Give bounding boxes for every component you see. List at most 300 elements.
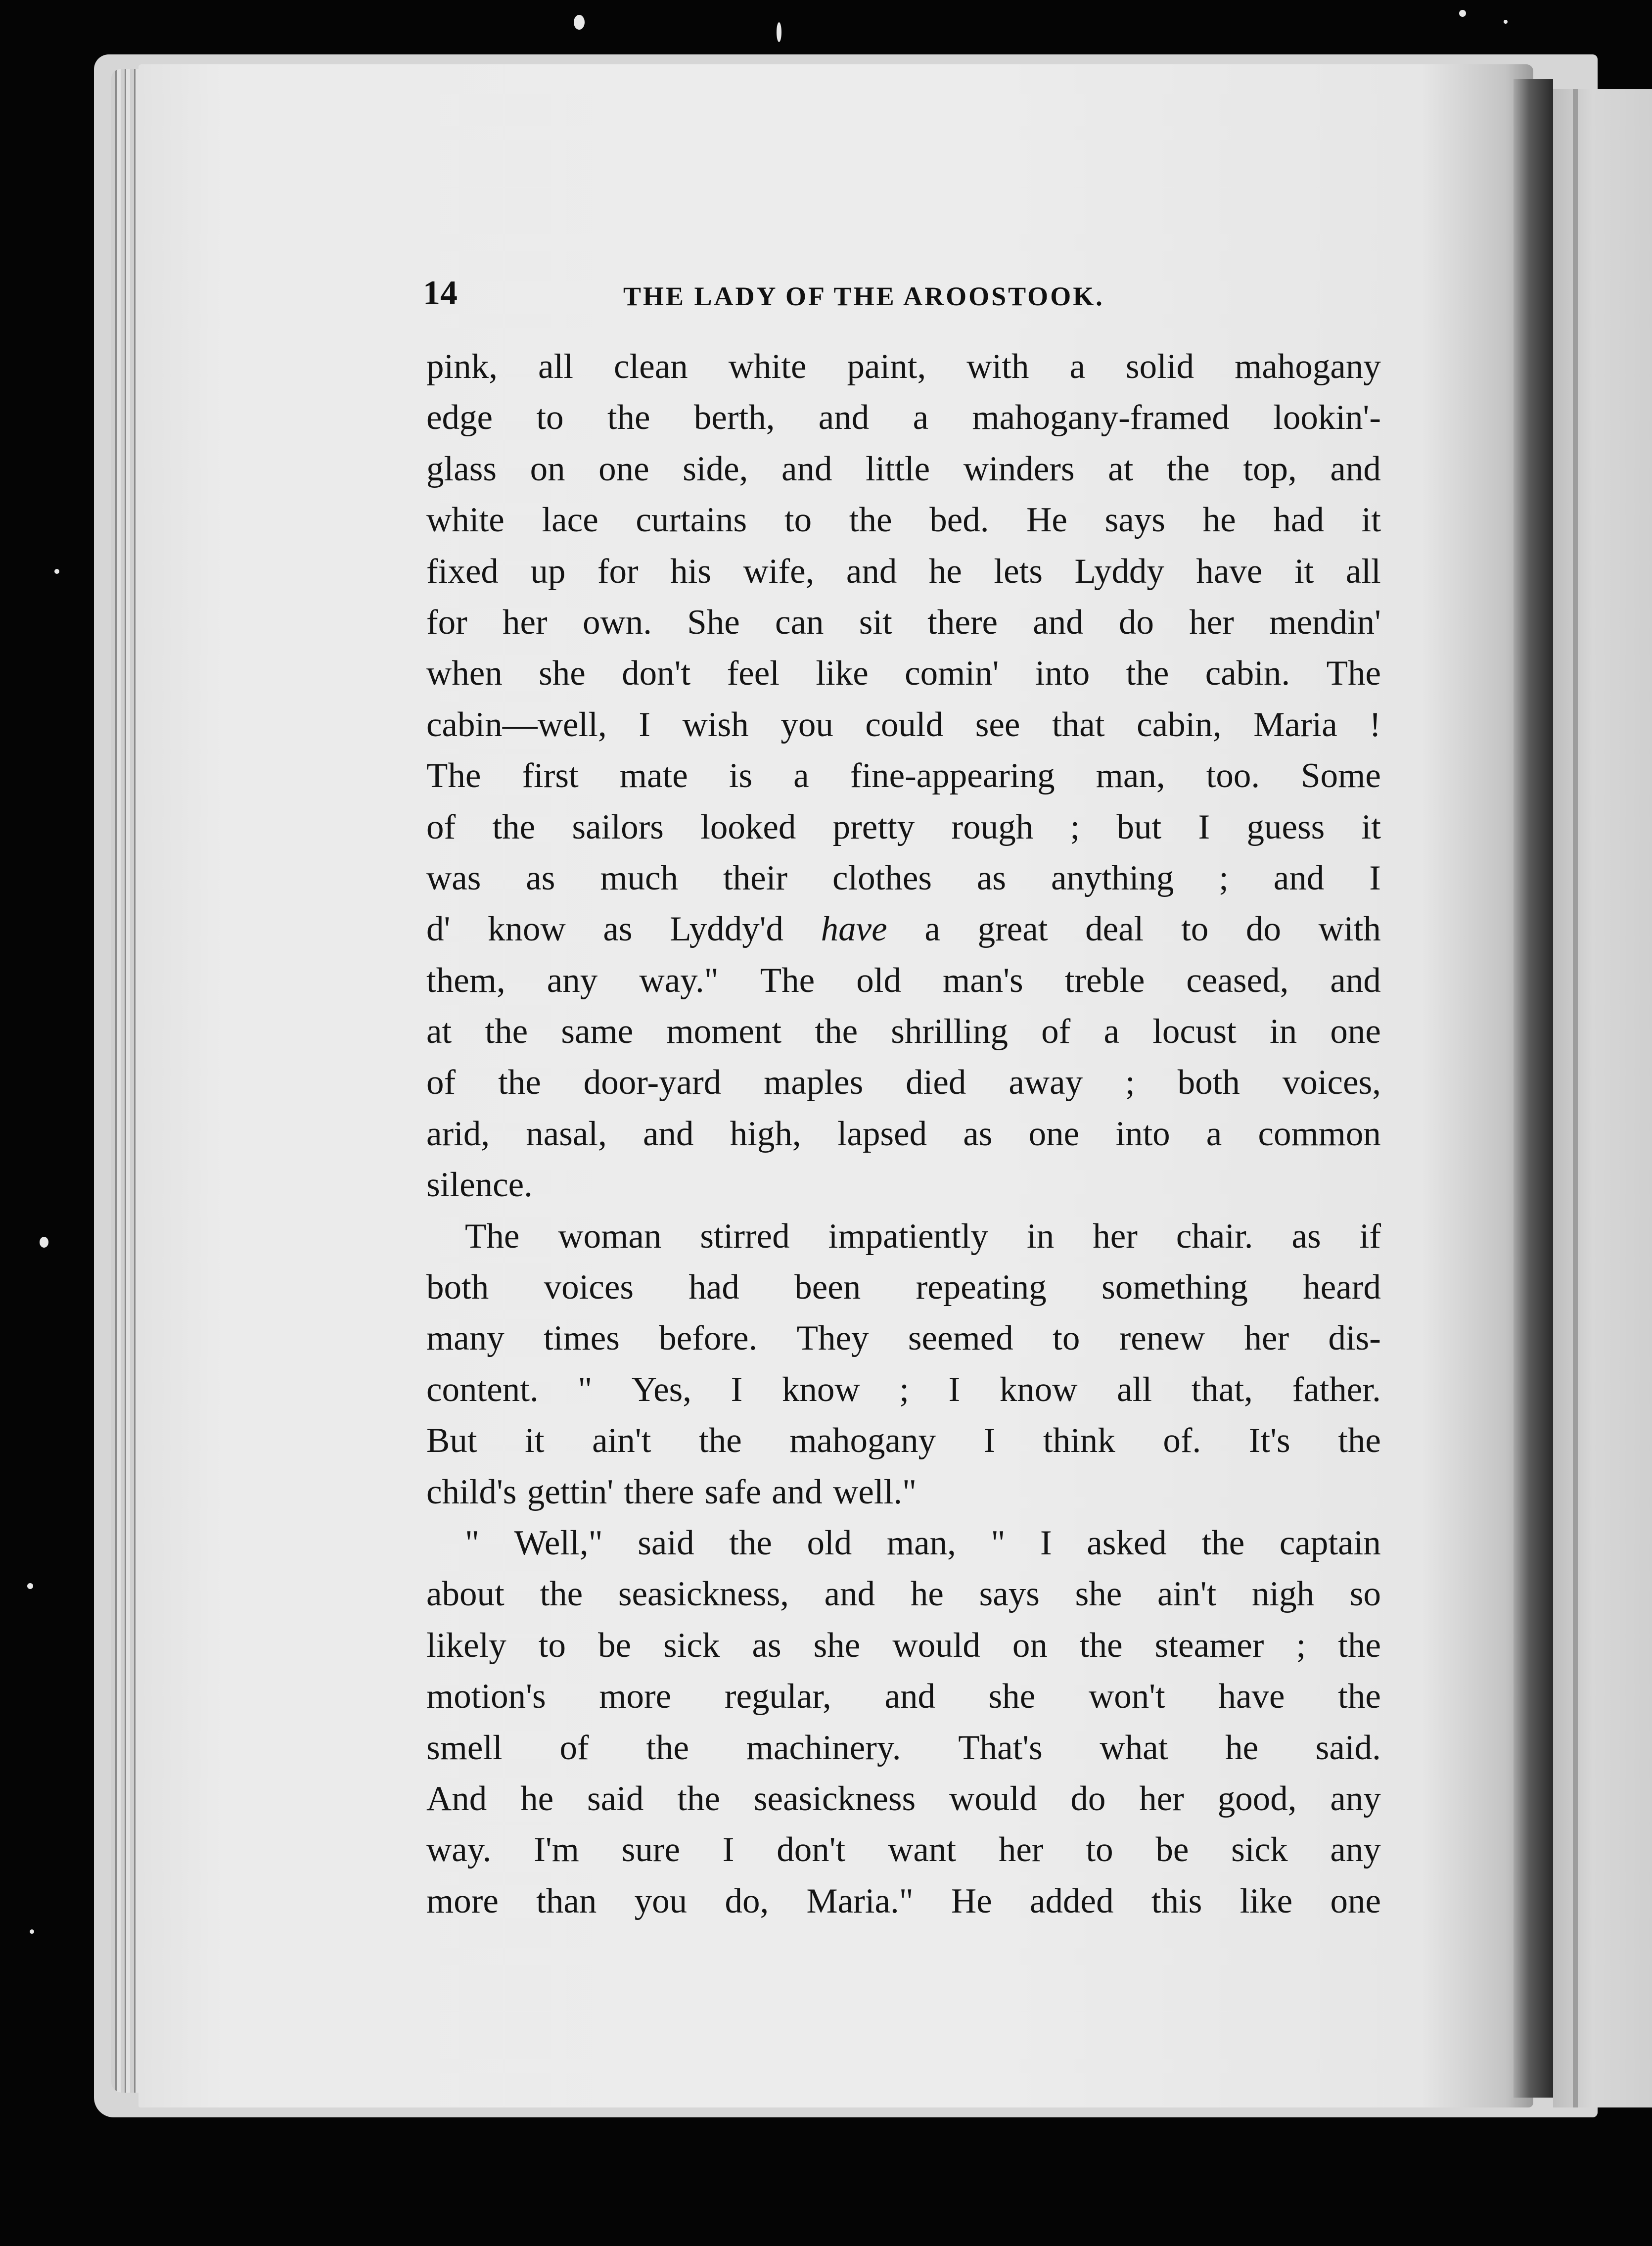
- text-line: [426, 1620, 1381, 1671]
- text-word: to: [536, 398, 564, 437]
- text-word: all: [1117, 1370, 1152, 1409]
- text-word: a: [1069, 347, 1086, 386]
- text-word: voices,: [1282, 1063, 1381, 1102]
- text-word: when: [426, 654, 503, 693]
- dust-speck: [30, 1929, 34, 1934]
- text-word: high,: [730, 1114, 801, 1153]
- page-stack-edge: [111, 69, 141, 2093]
- text-word: edge: [426, 398, 493, 437]
- text-word: winders: [963, 449, 1075, 488]
- text-word: on: [530, 449, 565, 488]
- text-line: [426, 1415, 1381, 1466]
- text-word: stirred: [700, 1217, 790, 1256]
- text-word: He: [1026, 501, 1067, 540]
- text-word: Maria: [1253, 705, 1337, 744]
- text-word: door-yard: [583, 1063, 722, 1102]
- text-word: moment: [666, 1012, 782, 1051]
- text-word: to: [538, 1626, 566, 1665]
- text-word: and: [824, 1575, 875, 1614]
- text-word: see: [975, 705, 1020, 744]
- text-word: her: [503, 603, 548, 642]
- text-line: [426, 955, 1381, 1006]
- text-word: before.: [659, 1319, 758, 1358]
- text-word: ;: [899, 1370, 909, 1409]
- text-word: as: [1291, 1217, 1321, 1256]
- text-word: one: [598, 449, 649, 488]
- dust-speck: [1504, 20, 1508, 24]
- text-word: and: [1033, 603, 1084, 642]
- text-word: own.: [582, 603, 652, 642]
- text-word: likely: [426, 1626, 506, 1665]
- text-line: [426, 1569, 1381, 1620]
- text-word: gettin': [527, 1472, 614, 1511]
- text-word: paint,: [847, 347, 926, 386]
- text-word: think: [1043, 1421, 1115, 1460]
- text-word: The: [426, 756, 481, 795]
- text-word: sure: [621, 1830, 680, 1870]
- text-word: this: [1151, 1881, 1202, 1920]
- text-word: both: [1177, 1063, 1240, 1102]
- text-word: that: [1052, 705, 1105, 744]
- text-word: child's: [426, 1472, 517, 1511]
- text-word: comin': [905, 654, 999, 693]
- text-word: content.: [426, 1370, 539, 1409]
- text-word: she: [539, 654, 586, 693]
- text-word: good,: [1217, 1779, 1297, 1818]
- text-word: the: [1126, 654, 1169, 693]
- text-word: the: [1201, 1523, 1245, 1562]
- text-word: repeating: [916, 1268, 1047, 1307]
- text-line: [426, 1876, 1381, 1927]
- text-word: regular,: [724, 1677, 831, 1716]
- text-line: [426, 802, 1381, 853]
- text-word: common: [1258, 1114, 1381, 1153]
- text-word: the: [699, 1421, 742, 1460]
- text-word: captain: [1279, 1523, 1381, 1562]
- text-word: cabin,: [1137, 705, 1222, 744]
- text-word: know: [487, 910, 566, 949]
- text-word: to: [1053, 1319, 1080, 1358]
- text-word: a: [793, 756, 809, 795]
- text-word: a: [913, 398, 929, 437]
- text-word: smell: [426, 1728, 503, 1767]
- text-word: feel: [727, 654, 780, 693]
- text-word: more: [599, 1677, 672, 1716]
- text-word: the: [1338, 1677, 1381, 1716]
- dust-speck: [777, 22, 781, 42]
- text-word: renew: [1119, 1319, 1205, 1358]
- text-word: it: [1361, 501, 1381, 540]
- text-word: safe: [704, 1472, 761, 1511]
- text-line: [426, 392, 1381, 443]
- text-word: the: [485, 1012, 528, 1051]
- text-word: and: [818, 398, 870, 437]
- text-word: of.: [1163, 1421, 1201, 1460]
- text-line: [426, 853, 1381, 904]
- text-word: would: [892, 1626, 980, 1665]
- text-word: old: [856, 961, 901, 1000]
- text-word: I: [722, 1830, 734, 1870]
- dust-speck: [40, 1237, 48, 1248]
- text-line: [426, 1825, 1381, 1875]
- text-word: top,: [1243, 449, 1297, 488]
- text-word: little: [866, 449, 930, 488]
- text-word: heard: [1303, 1268, 1381, 1307]
- text-word: she: [988, 1677, 1036, 1716]
- text-word: The: [760, 961, 815, 1000]
- text-word: mahogany: [789, 1421, 936, 1460]
- text-word: as: [963, 1114, 993, 1153]
- text-word: said: [587, 1779, 644, 1818]
- text-word: cabin—well,: [426, 705, 607, 744]
- text-word: have: [1196, 552, 1263, 591]
- text-line: [426, 904, 1381, 955]
- text-word: have: [1218, 1677, 1285, 1716]
- text-word: sailors: [572, 807, 664, 846]
- text-word: could: [865, 705, 944, 744]
- text-word: to: [1181, 910, 1209, 949]
- text-line: [426, 700, 1381, 750]
- text-word: lets: [994, 552, 1043, 591]
- text-word: be: [598, 1626, 632, 1665]
- text-word: nigh: [1251, 1575, 1315, 1614]
- text-word: and: [1330, 961, 1381, 1000]
- text-word: won't: [1088, 1677, 1165, 1716]
- text-word: all: [1345, 552, 1381, 591]
- text-word: the: [607, 398, 650, 437]
- text-word: do: [1245, 910, 1281, 949]
- text-word: too.: [1206, 756, 1260, 795]
- text-word: ain't: [592, 1421, 651, 1460]
- text-word: was: [426, 858, 481, 897]
- text-word: deal: [1085, 910, 1144, 949]
- dust-speck: [1459, 10, 1466, 17]
- text-word: The: [1326, 654, 1381, 693]
- text-word: seasickness: [753, 1779, 916, 1818]
- text-word: do: [1119, 603, 1154, 642]
- text-word: The: [465, 1217, 520, 1256]
- text-word: don't: [777, 1830, 846, 1870]
- text-word: lapsed: [837, 1114, 927, 1153]
- text-word: to: [1086, 1830, 1113, 1870]
- text-word: like: [816, 654, 869, 693]
- text-word: he: [520, 1779, 554, 1818]
- text-word: dis-: [1328, 1319, 1381, 1358]
- text-word: cabin.: [1205, 654, 1290, 693]
- text-word: don't: [622, 654, 691, 693]
- text-word: her: [1139, 1779, 1184, 1818]
- text-word: and: [846, 552, 897, 591]
- text-word: ;: [1296, 1626, 1306, 1665]
- text-word: old: [807, 1523, 852, 1562]
- text-word: side,: [683, 449, 748, 488]
- text-word: impatiently: [828, 1217, 989, 1256]
- text-word: the: [498, 1063, 541, 1102]
- text-word: in: [1027, 1217, 1055, 1256]
- text-word: he: [1225, 1728, 1259, 1767]
- text-word: to: [784, 501, 812, 540]
- text-word: know: [781, 1370, 860, 1409]
- dust-speck: [54, 569, 59, 574]
- text-word: one: [1330, 1881, 1381, 1920]
- facing-page-edge: [1553, 89, 1652, 2107]
- text-word: said: [638, 1523, 694, 1562]
- text-word: way.: [426, 1830, 492, 1870]
- text-word: the: [1166, 449, 1210, 488]
- facing-page-rule: [1573, 89, 1578, 2107]
- text-word: the: [540, 1575, 583, 1614]
- text-word: and: [781, 449, 832, 488]
- text-word: more: [426, 1881, 499, 1920]
- dust-speck: [27, 1583, 33, 1589]
- text-word: seasickness,: [618, 1575, 789, 1614]
- text-word: I: [731, 1370, 743, 1409]
- text-word: any: [1330, 1830, 1381, 1870]
- text-word: with: [1318, 910, 1381, 949]
- text-word: them,: [426, 961, 505, 1000]
- text-word: says: [1104, 501, 1165, 540]
- text-word: had: [1273, 501, 1324, 540]
- text-word: it: [1294, 552, 1314, 591]
- text-word: much: [600, 858, 679, 897]
- text-word: she: [813, 1626, 861, 1665]
- text-line: [426, 1262, 1381, 1313]
- text-word: man,: [1096, 756, 1165, 795]
- text-line: [426, 597, 1381, 648]
- text-word: for: [597, 552, 639, 591]
- text-word: locust: [1152, 1012, 1237, 1051]
- text-word: nasal,: [526, 1114, 607, 1153]
- text-line: [426, 1006, 1381, 1057]
- text-word: you: [634, 1881, 688, 1920]
- text-word: Yes,: [631, 1370, 691, 1409]
- text-word: white: [426, 501, 505, 540]
- text-word: well.": [833, 1472, 917, 1511]
- text-word: it: [1361, 807, 1381, 846]
- running-title: THE LADY OF THE AROOSTOOK.: [623, 281, 1104, 311]
- text-word: a: [1103, 1012, 1120, 1051]
- text-word: says: [979, 1575, 1040, 1614]
- text-word: as: [526, 858, 555, 897]
- text-word: looked: [700, 807, 796, 846]
- text-word: I: [1198, 807, 1210, 846]
- text-word: like: [1239, 1881, 1293, 1920]
- text-word: way.": [639, 961, 719, 1000]
- text-word: pink,: [426, 347, 498, 386]
- text-word: I: [983, 1421, 996, 1460]
- body-text: [426, 341, 1381, 1927]
- text-word: there: [927, 603, 998, 642]
- running-head: [423, 271, 1373, 316]
- text-word: seemed: [908, 1319, 1013, 1358]
- text-word: pretty: [832, 807, 915, 846]
- text-word: mendin': [1269, 603, 1381, 642]
- text-word: and: [772, 1472, 823, 1511]
- text-word: it: [525, 1421, 545, 1460]
- text-line: [426, 1723, 1381, 1774]
- text-word: would: [949, 1779, 1037, 1818]
- text-word: voices: [544, 1268, 634, 1307]
- text-word: silence.: [426, 1166, 533, 1205]
- text-word: on: [1012, 1626, 1048, 1665]
- text-word: ": [578, 1370, 593, 1409]
- text-word: the: [849, 501, 892, 540]
- text-word: the: [677, 1779, 720, 1818]
- text-word: her: [1093, 1217, 1138, 1256]
- text-word: the: [1338, 1626, 1381, 1665]
- text-word: fixed: [426, 552, 499, 591]
- text-word: as: [752, 1626, 781, 1665]
- text-word: into: [1115, 1114, 1170, 1153]
- text-word: clean: [613, 347, 688, 386]
- text-word: into: [1035, 654, 1090, 693]
- text-word: Lyddy'd: [670, 910, 783, 949]
- text-word: so: [1349, 1575, 1381, 1614]
- text-word: do: [1070, 1779, 1106, 1818]
- text-word: steamer: [1154, 1626, 1264, 1665]
- text-word: with: [966, 347, 1029, 386]
- text-word: she: [1075, 1575, 1122, 1614]
- text-word: ain't: [1157, 1575, 1217, 1614]
- text-line: [426, 750, 1381, 801]
- text-word: a: [1206, 1114, 1222, 1153]
- text-line: [426, 1518, 1381, 1569]
- text-word: that,: [1191, 1370, 1253, 1409]
- text-word: be: [1155, 1830, 1189, 1870]
- text-word: many: [426, 1319, 505, 1358]
- text-word: mate: [619, 756, 688, 795]
- text-word: guess: [1246, 807, 1325, 846]
- text-line: [426, 1774, 1381, 1825]
- text-word: great: [977, 910, 1048, 949]
- text-word: but: [1116, 807, 1162, 846]
- text-word: had: [688, 1268, 739, 1307]
- text-word: at: [1108, 449, 1134, 488]
- text-word: white: [728, 347, 807, 386]
- text-word: mahogany: [1235, 347, 1381, 386]
- text-word: Well,": [514, 1523, 603, 1562]
- text-word: d': [426, 910, 451, 949]
- text-word: arid,: [426, 1114, 490, 1153]
- text-word: sick: [663, 1626, 720, 1665]
- text-word: he: [910, 1575, 944, 1614]
- text-word: something: [1101, 1268, 1248, 1307]
- text-word: ;: [1219, 858, 1229, 897]
- text-line: [426, 648, 1381, 699]
- text-word: his: [670, 552, 711, 591]
- text-word: I: [639, 705, 650, 744]
- text-word: I'm: [534, 1830, 579, 1870]
- text-word: in: [1270, 1012, 1297, 1051]
- text-word: for: [426, 603, 467, 642]
- text-word: sick: [1231, 1830, 1288, 1870]
- text-word: the: [815, 1012, 858, 1051]
- text-word: treble: [1064, 961, 1145, 1000]
- text-word: of: [426, 807, 456, 846]
- text-word: wish: [682, 705, 749, 744]
- text-word: maples: [764, 1063, 864, 1102]
- text-word: all: [538, 347, 573, 386]
- text-word: one: [1028, 1114, 1080, 1153]
- page-number: 14: [423, 274, 458, 312]
- text-word: the: [492, 807, 536, 846]
- text-line: [426, 1160, 1381, 1211]
- text-word: added: [1030, 1881, 1114, 1920]
- text-word: as: [603, 910, 633, 949]
- text-word: bed.: [929, 501, 989, 540]
- text-word: solid: [1126, 347, 1194, 386]
- text-word: wife,: [743, 552, 815, 591]
- text-word: He: [951, 1881, 992, 1920]
- text-word: ;: [1070, 807, 1080, 846]
- text-line: [426, 1211, 1381, 1262]
- text-word: curtains: [636, 501, 747, 540]
- text-word: than: [536, 1881, 597, 1920]
- text-word: first: [522, 756, 579, 795]
- text-word: can: [775, 603, 824, 642]
- text-line: [426, 1313, 1381, 1364]
- text-word: what: [1100, 1728, 1168, 1767]
- text-word: shrilling: [891, 1012, 1008, 1051]
- text-word: Lyddy: [1074, 552, 1164, 591]
- text-word: fine-appearing: [850, 756, 1055, 795]
- text-word: the: [1079, 1626, 1123, 1665]
- text-line: [426, 1109, 1381, 1160]
- text-line: [426, 495, 1381, 546]
- text-word: ceased,: [1186, 961, 1289, 1000]
- text-word: want: [888, 1830, 957, 1870]
- text-word: have: [821, 910, 887, 949]
- text-word: ": [465, 1523, 479, 1562]
- text-word: And: [426, 1779, 487, 1818]
- text-word: woman: [558, 1217, 662, 1256]
- text-line: [426, 341, 1381, 392]
- text-line: [426, 1467, 1381, 1518]
- text-word: machinery.: [746, 1728, 901, 1767]
- text-word: man's: [943, 961, 1023, 1000]
- text-word: know: [999, 1370, 1078, 1409]
- text-word: glass: [426, 449, 497, 488]
- text-word: her: [998, 1830, 1044, 1870]
- text-word: It's: [1248, 1421, 1290, 1460]
- text-word: I: [1040, 1523, 1052, 1562]
- text-word: is: [729, 756, 753, 795]
- text-word: if: [1359, 1217, 1381, 1256]
- text-word: there: [624, 1472, 694, 1511]
- text-word: the: [1338, 1421, 1381, 1460]
- text-word: sit: [859, 603, 892, 642]
- text-word: ;: [1125, 1063, 1135, 1102]
- text-word: her: [1189, 603, 1234, 642]
- text-word: the: [729, 1523, 772, 1562]
- text-word: do,: [725, 1881, 769, 1920]
- text-word: up: [530, 552, 566, 591]
- text-word: lookin'-: [1273, 398, 1381, 437]
- text-word: clothes: [832, 858, 932, 897]
- text-line: [426, 1364, 1381, 1415]
- text-word: motion's: [426, 1677, 546, 1716]
- text-word: chair.: [1176, 1217, 1253, 1256]
- text-word: asked: [1087, 1523, 1167, 1562]
- text-word: !: [1369, 705, 1381, 744]
- text-word: the: [646, 1728, 689, 1767]
- text-word: She: [687, 603, 740, 642]
- text-word: a: [924, 910, 940, 949]
- text-word: about: [426, 1575, 505, 1614]
- text-word: lace: [542, 501, 598, 540]
- text-word: But: [426, 1421, 477, 1460]
- text-word: any: [1330, 1779, 1381, 1818]
